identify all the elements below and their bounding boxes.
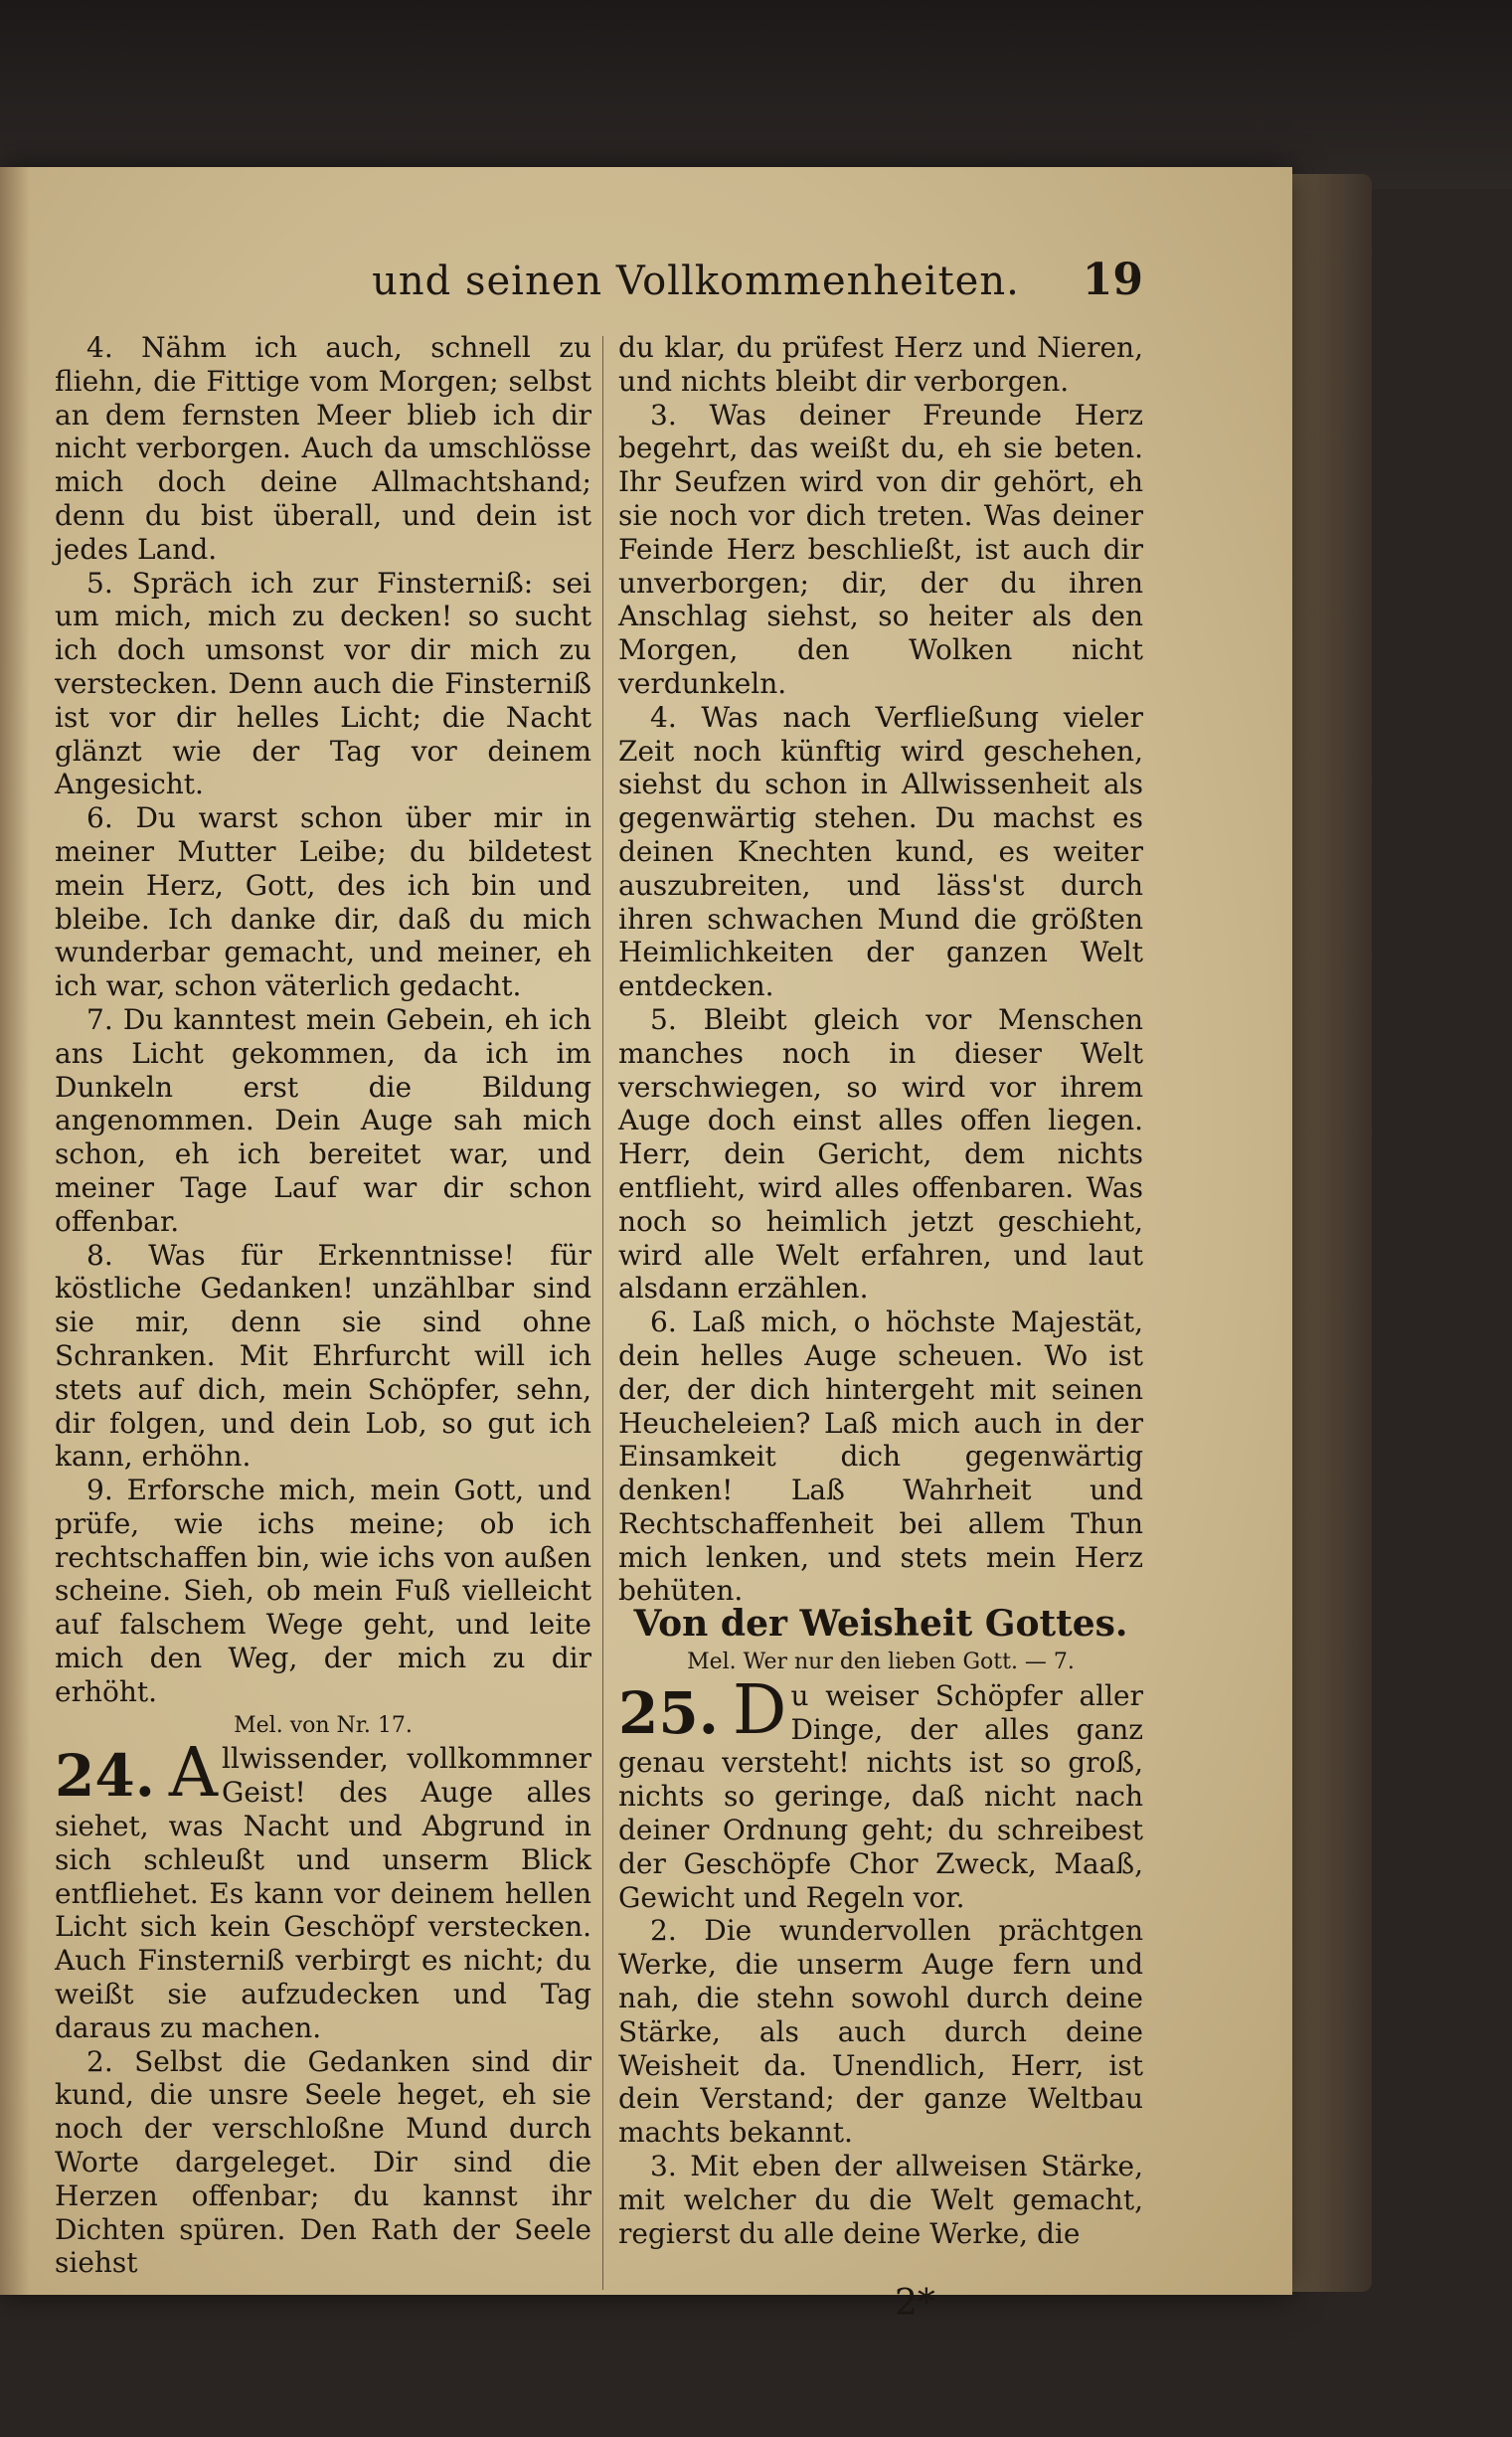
verse-9: 9. Erforsche mich, mein Gott, und prüfe, wie ichs meine; ob ich rechtschaffen bin, wie ichs von außen scheine. Sieh, ob mein Fuß vielleicht auf falschem Wege geht, und leite mich den Weg, der mich zu dir erhöht.: [55, 1474, 591, 1708]
verse-2-continued: du klar, du prüfest Herz und Nieren, und nichts bleibt dir verborgen.: [618, 331, 1143, 398]
dropcap-24: A: [168, 1734, 219, 1814]
hymn-24-verse-2: 2. Selbst die Gedanken sind dir kund, die unsre Seele heget, eh sie noch der verschloßne Mund durch Worte dargeleget. Dir sind die Herzen offenbar; du kannst ihr Dichten spüren. Den Rath der Seele siehst: [55, 2044, 591, 2280]
book-page: [0, 167, 1292, 2324]
verse-6: 6. Du warst schon über mir in meiner Mutter Leibe; du bildetest mein Herz, Gott, des ich bin und bleibe. Ich danke dir, daß du mich wunderbar gemacht, und meiner, eh ich war, schon väterlich gedacht.: [55, 801, 591, 1003]
verse-6-right: 6. Laß mich, o höchste Majestät, dein helles Auge scheuen. Wo ist der, der dich hintergeht mit seinen Heucheleien? Laß mich auch in der Einsamkeit dich gegenwärtig denken! Laß Wahrheit und Rechtschaffenheit bei allem Thun mich lenken, und stets mein Herz behüten.: [618, 1306, 1143, 1608]
hymn-25-verse-3: 3. Mit eben der allweisen Stärke, mit welcher du die Welt gemacht, regierst du alle deine Werke, die: [618, 2150, 1143, 2250]
hymn-number-25: 25.: [618, 1678, 719, 1747]
left-column: [55, 331, 591, 2280]
verse-4-right: 4. Was nach Verfließung vieler Zeit noch künftig wird geschehen, siehst du schon in Allwissenheit als gegenwärtig stehen. Du machst es deinen Knechten kund, es weiter auszubreiten, und läss'st durch ihren schwachen Mund die größten Heimlichkeiten der ganzen Welt entdecken.: [618, 700, 1143, 1003]
column-rule: [602, 336, 603, 2290]
right-column: [618, 331, 1143, 2250]
hymn-25: [618, 1670, 1143, 2251]
signature-mark: 2*: [895, 2283, 935, 2324]
verse-5: 5. Spräch ich zur Finsterniß: sei um mich, mich zu decken! so sucht ich doch umsonst vor dir mich zu verstecken. Denn auch die Finsterniß ist vor dir helles Licht; die Nacht glänzt wie der Tag vor deinem Angesicht.: [55, 566, 591, 801]
hymn-24: [55, 1734, 591, 2280]
hymn-25-verse-2: 2. Die wundervollen prächtgen Werke, die unserm Auge fern und nah, die stehn sowohl durch deine Stärke, als auch durch deine Weisheit da. Unendlich, Herr, ist dein Verstand; der ganze Weltbau machts bekannt.: [618, 1914, 1143, 2150]
background-top: [0, 0, 1512, 189]
melody-note-25: Mel. Wer nur den lieben Gott. — 7.: [687, 1650, 1075, 1675]
melody-note-24: Mel. von Nr. 17.: [234, 1712, 413, 1738]
verse-3: 3. Was deiner Freunde Herz begehrt, das weißt du, eh sie beten. Ihr Seufzen wird von dir gehört, eh sie noch vor dich treten. Was deiner Feinde Herz beschließt, ist auch dir unverborgen; dir, der du ihren Anschlag siehst, so heiter als den Morgen, den Wolken nicht verdunkeln.: [618, 398, 1143, 700]
hymn-number-24: 24.: [55, 1742, 155, 1811]
verse-8: 8. Was für Erkenntnisse! für köstliche Gedanken! unzählbar sind sie mir, denn sie sind ohne Schranken. Mit Ehrfurcht will ich stets auf dich, mein Schöpfer, sehn, dir folgen, und dein Lob, so gut ich kann, erhöhn.: [55, 1238, 591, 1474]
page-number: 19: [1082, 255, 1143, 305]
section-title: Von der Weisheit Gottes.: [633, 1603, 1128, 1646]
dropcap-25: D: [732, 1670, 787, 1750]
verse-5-right: 5. Bleibt gleich vor Menschen manches noch in dieser Welt verschwiegen, so wird vor ihrem Auge doch einst alles offen liegen. Herr, dein Gericht, dem nichts entflieht, wird alles offenbaren. Was noch so heimlich jetzt geschieht, wird alle Welt erfahren, und laut alsdann erzählen.: [618, 1002, 1143, 1306]
running-title: und seinen Vollkommenheiten.: [372, 259, 1020, 304]
hymn-25-verse-1: u weiser Schöpfer aller Dinge, der alles ganz genau versteht! nichts ist so groß, nichts so geringe, daß nicht nach deiner Ordnung geht; du schreibest der Geschöpfe Chor Zweck, Maaß, Gewicht und Regeln vor.: [618, 1678, 1143, 1914]
page-header: [348, 255, 1143, 328]
verse-7: 7. Du kanntest mein Gebein, eh ich ans Licht gekommen, da ich im Dunkeln erst die Bildung angenommen. Dein Auge sah mich schon, eh ich bereitet war, und meiner Tage Lauf war dir schon offenbar.: [55, 1002, 591, 1238]
verse-4: 4. Nähm ich auch, schnell zu fliehn, die Fittige vom Morgen; selbst an dem fernsten Meer blieb ich dir nicht verborgen. Auch da umschlösse mich doch deine Allmachtshand; denn du bist überall, und dein ist jedes Land.: [55, 331, 591, 566]
hymn-24-verse-1: llwissender, vollkommner Geist! des Auge alles siehet, was Nacht und Abgrund in sich schleußt und unserm Blick entfliehet. Es kann vor deinem hellen Licht sich kein Geschöpf verstecken. Auch Finsterniß verbirgt es nicht; du weißt sie aufzudecken und Tag daraus zu machen.: [55, 1742, 591, 2044]
